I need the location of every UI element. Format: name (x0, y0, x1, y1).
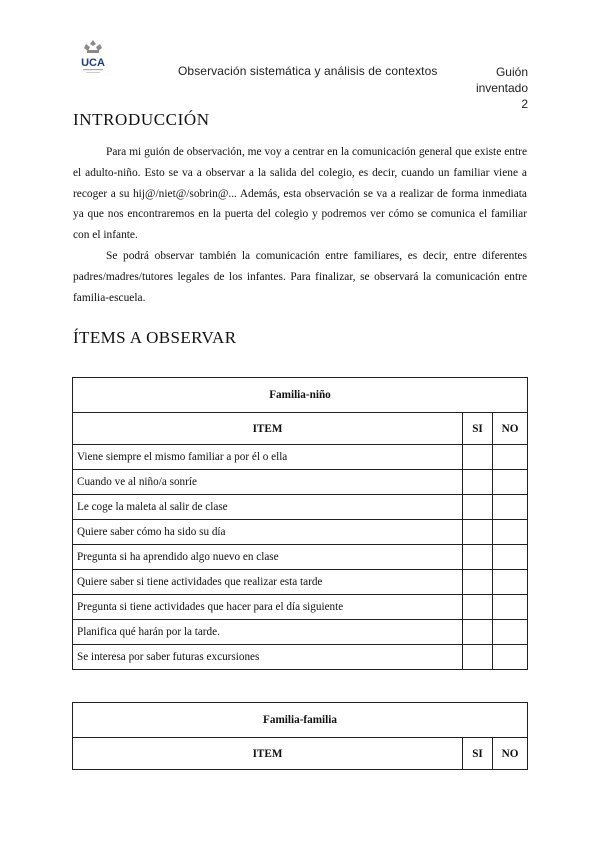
si-cell[interactable] (463, 520, 493, 545)
col-header-no: NO (493, 413, 528, 445)
col-header-si: SI (463, 413, 493, 445)
si-cell[interactable] (463, 645, 493, 670)
intro-heading: INTRODUCCIÓN (73, 110, 210, 129)
no-cell[interactable] (493, 545, 528, 570)
item-cell: Pregunta si tiene actividades que hacer para el día siguiente (73, 595, 463, 620)
table-title-row (73, 378, 528, 413)
table-row (73, 470, 528, 495)
intro-paragraph-1: Para mi guión de observación, me voy a centrar en la comunicación general que existe entre el adulto-niño. Esto se va a observar a la salida del colegio, es decir, cuando un familiar viene a recoger a su hij@/niet@/sobrin@... Además, esta observación se va a realizar de forma inmediata ya que nos encontraremos en la puerta del colegio y podremos ver cómo se comunica el familiar con el infante. (73, 146, 527, 242)
header-right-line1: Guión (495, 65, 528, 79)
item-cell: Planifica qué harán por la tarde. (73, 620, 463, 645)
no-cell[interactable] (493, 445, 528, 470)
table-row (73, 620, 528, 645)
table-title-row (73, 703, 528, 738)
item-cell: Se interesa por saber futuras excursiones (73, 645, 463, 670)
no-cell[interactable] (493, 495, 528, 520)
table-familia-familia (72, 702, 528, 770)
col-header-item: ITEM (73, 738, 463, 770)
logo-text: UCA (81, 57, 105, 69)
si-cell[interactable] (463, 570, 493, 595)
no-cell[interactable] (493, 520, 528, 545)
table-row (73, 495, 528, 520)
table-row (73, 595, 528, 620)
col-header-no: NO (493, 738, 528, 770)
si-cell[interactable] (463, 595, 493, 620)
table-row (73, 570, 528, 595)
table-header-row (73, 738, 528, 770)
table-row (73, 520, 528, 545)
item-cell: Quiere saber cómo ha sido su día (73, 520, 463, 545)
header-right-line2: inventado (475, 81, 528, 95)
item-cell: Quiere saber si tiene actividades que realizar esta tarde (73, 570, 463, 595)
items-heading: ÍTEMS A OBSERVAR (73, 328, 237, 347)
no-cell[interactable] (493, 595, 528, 620)
table-row (73, 545, 528, 570)
si-cell[interactable] (463, 620, 493, 645)
si-cell[interactable] (463, 495, 493, 520)
intro-paragraph-2: Se podrá observar también la comunicación entre familiares, es decir, entre diferentes padres/madres/tutores legales de los infantes. Para finalizar, se observará la comunicación entre familia-escuela. (73, 249, 527, 304)
table-familia-nino (72, 377, 528, 670)
col-header-si: SI (463, 738, 493, 770)
si-cell[interactable] (463, 470, 493, 495)
table-header-row (73, 413, 528, 445)
table-row (73, 645, 528, 670)
header-title: Observación sistemática y análisis de contextos (178, 64, 438, 78)
no-cell[interactable] (493, 620, 528, 645)
table-row (73, 445, 528, 470)
no-cell[interactable] (493, 645, 528, 670)
item-cell: Le coge la maleta al salir de clase (73, 495, 463, 520)
si-cell[interactable] (463, 445, 493, 470)
intro-body (73, 142, 527, 308)
table-title: Familia-niño (73, 378, 528, 413)
no-cell[interactable] (493, 470, 528, 495)
si-cell[interactable] (463, 545, 493, 570)
no-cell[interactable] (493, 570, 528, 595)
table-title: Familia-familia (73, 703, 528, 738)
header-right (458, 64, 528, 112)
col-header-item: ITEM (73, 413, 463, 445)
item-cell: Viene siempre el mismo familiar a por él o ella (73, 445, 463, 470)
item-cell: Pregunta si ha aprendido algo nuevo en clase (73, 545, 463, 570)
item-cell: Cuando ve al niño/a sonríe (73, 470, 463, 495)
page-number: 2 (521, 97, 528, 111)
uca-logo (78, 38, 108, 78)
